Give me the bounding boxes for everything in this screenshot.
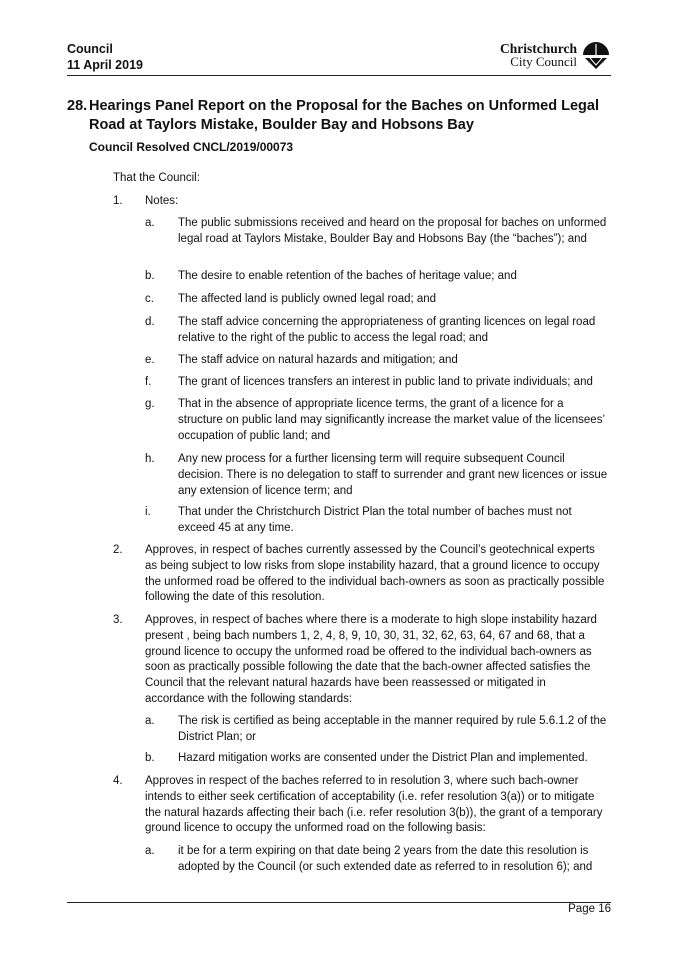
list-item: 3. Approves, in respect of baches where there is a moderate to high slope instability hazard present , being bach numbers 1, 2, 4, 8, 9, 10, 30, 31, 32, 62, 63, 64, 67 and 68, that a ground licence to occupy the unformed road be offered to the individual bach-owners as soon as practically possible following the date that the bach-owner affected satisfies the Council that the relevant natural hazards have been reassessed or mitigated in accordance with the following standards: <box>113 614 597 705</box>
list-item: 4. Approves in respect of the baches referred to in resolution 3, where such bach-owner intends to either seek certification of acceptability (i.e. refer resolution 3(a)) or to mitigate the natural hazards affecting their bach (i.e. refer resolution 3(b)), the grant of a temporary ground licence to occupy the unformed road on the following basis: <box>113 775 603 835</box>
list-item: g. That in the absence of appropriate licence terms, the grant of a licence for a structure on public land may significantly increase the market value of the licensees’ occupation of public land; and <box>145 398 605 442</box>
logo-line2: City Council <box>510 54 577 69</box>
resolution-reference: Council Resolved CNCL/2019/00073 <box>89 140 294 154</box>
list-item: 1. Notes: <box>113 195 179 207</box>
list-item: 2. Approves, in respect of baches currently assessed by the Council’s geotechnical experts as being subject to low risks from slope instability hazard, that a ground licence to occupy the unformed road be offered to the individual bach-owners as soon as practically possible following the date of this resolution. <box>113 544 605 604</box>
list-item: c. The affected land is publicly owned legal road; and <box>145 293 437 305</box>
list-item: a. The risk is certified as being acceptable in the manner required by rule 5.6.1.2 of the District Plan; or <box>145 715 607 743</box>
title-number: 28. <box>67 98 88 114</box>
list-item: e. The staff advice on natural hazards and mitigation; and <box>145 354 458 366</box>
header-date: 11 April 2019 <box>67 58 143 72</box>
page-number: Page 16 <box>568 903 611 915</box>
list-item: f. The grant of licences transfers an interest in public land to private individuals; and <box>145 376 593 388</box>
title-text: Hearings Panel Report on the Proposal for the Baches on Unformed Legal Road at Taylors Mistake, Boulder Bay and Hobsons Bay <box>89 98 599 133</box>
council-logo <box>500 40 611 72</box>
list-item: d. The staff advice concerning the appropriateness of granting licences on legal road relative to the right of the public to access the legal road; and <box>145 316 596 344</box>
list-item: h. Any new process for a further licensing term will require subsequent Council decision. There is no delegation to staff to surrender and grant new licences or issue any extension of licence term; and <box>145 453 608 497</box>
header-org: Council <box>67 42 113 56</box>
page-title <box>67 97 607 135</box>
list-item: i. That under the Christchurch District Plan the total number of baches must not exceed 45 at any time. <box>145 506 572 534</box>
intro-text: That the Council: <box>113 172 200 184</box>
page-header <box>67 41 143 73</box>
list-item: a. it be for a term expiring on that date being 2 years from the date this resolution is adopted by the Council (or such extended date as referred to in resolution 6); and <box>145 845 593 873</box>
council-emblem-icon <box>581 40 611 70</box>
header-rule <box>67 75 611 76</box>
footer-rule <box>67 902 611 903</box>
list-item: b. The desire to enable retention of the baches of heritage value; and <box>145 270 517 282</box>
logo-line1: Christchurch <box>499 41 577 56</box>
list-item: a. The public submissions received and heard on the proposal for baches on unformed legal road at Taylors Mistake, Boulder Bay and Hobsons Bay (the “baches”); and <box>145 217 607 245</box>
list-item: b. Hazard mitigation works are consented under the District Plan and implemented. <box>145 752 588 764</box>
